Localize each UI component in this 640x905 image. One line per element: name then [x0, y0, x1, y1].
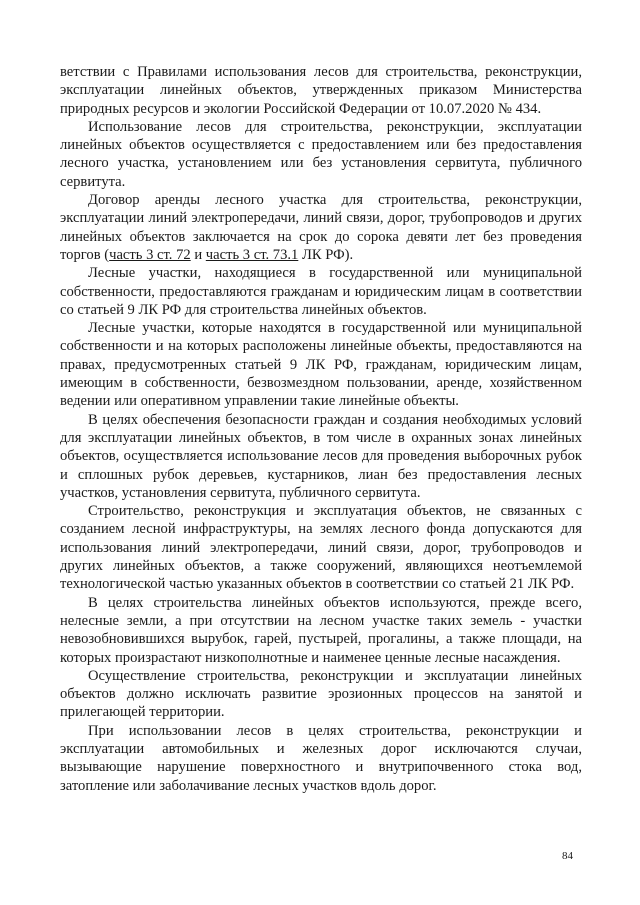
- lease-text-after: ЛК РФ).: [298, 246, 354, 263]
- paragraph-construction: Строительство, реконструкция и эксплуатация объектов, не связанных с созданием лесной инфраструктуры, на землях лесного фонда допускаются для использования линий электропередачи, линий связи, дорог, трубопроводов и других линейных объектов, а также сооружений, являющихся неотъемлемой технологической частью указанных объектов в соответствии со статьей 21 ЛК РФ.: [60, 503, 582, 593]
- lease-text-mid: и: [190, 246, 206, 263]
- paragraph-roads: При использовании лесов в целях строительства, реконструкции и эксплуатации автомобильных и железных дорог исключаются случаи, вызывающие нарушение поверхностного и внутрипочвенного стока вод, затопление или заболачивание лесных участков вдоль дорог.: [60, 722, 582, 794]
- link-part3-art73-1[interactable]: часть 3 ст. 73.1: [205, 246, 299, 263]
- paragraph-lease-agreement: [60, 191, 582, 264]
- document-body: [60, 63, 582, 795]
- paragraph-continuation: ветствии с Правилами использования лесов для строительства, реконструкции, эксплуатации линейных объектов, утвержденных приказом Министерства природных ресурсов и экологии Российской Федерации от 10.07.2020 № 434.: [60, 64, 582, 117]
- paragraph-erosion: Осуществление строительства, реконструкции и эксплуатации линейных объектов должно исключать развитие эрозионных процессов на занятой и прилегающей территории.: [60, 667, 582, 721]
- paragraph-forest-use: Использование лесов для строительства, реконструкции, эксплуатации линейных объектов осуществляется с предоставлением или без предоставления лесного участка, установлением или без установления сервитута, публичного сервитута.: [60, 118, 582, 190]
- paragraph-non-forest-land: В целях строительства линейных объектов используются, прежде всего, нелесные земли, а при отсутствии на лесном участке таких земель - участки невозобновившихся вырубок, гарей, пустырей, прогалины, а также площади, на которых произрастают низкополнотные и наименее ценные лесные насаждения.: [60, 594, 582, 666]
- paragraph-safety: В целях обеспечения безопасности граждан и создания необходимых условий для эксплуатации линейных объектов, в том числе в охранных зонах линейных объектов, осуществляется использование лесов для проведения выборочных рубок и сплошных рубок деревьев, кустарников, лиан без предоставления лесных участков, установления сервитута, публичного сервитута.: [60, 411, 582, 501]
- paragraph-state-land: Лесные участки, находящиеся в государственной или муниципальной собственности, предоставляются гражданам и юридическим лицам в соответствии со статьей 9 ЛК РФ для строительства линейных объектов.: [60, 265, 582, 318]
- paragraph-existing-objects: Лесные участки, которые находятся в государственной или муниципальной собственности и на которых расположены линейные объекты, предоставляются на правах, предусмотренных статьей 9 ЛК РФ, гражданам, юридическим лицам, имеющим в собственности, безвозмездном пользовании, аренде, хозяйственном ведении или оперативном управлении такие линейные объекты.: [60, 320, 582, 410]
- page-number: 84: [562, 850, 573, 862]
- lease-text-before: Договор аренды лесного участка для строительства, реконструкции, эксплуатации линий электропередачи, линий связи, дорог, трубопроводов и других линейных объектов заключается на срок до сорока девяти лет без проведения торгов (: [60, 192, 582, 263]
- link-part3-art72[interactable]: часть 3 ст. 72: [109, 246, 191, 263]
